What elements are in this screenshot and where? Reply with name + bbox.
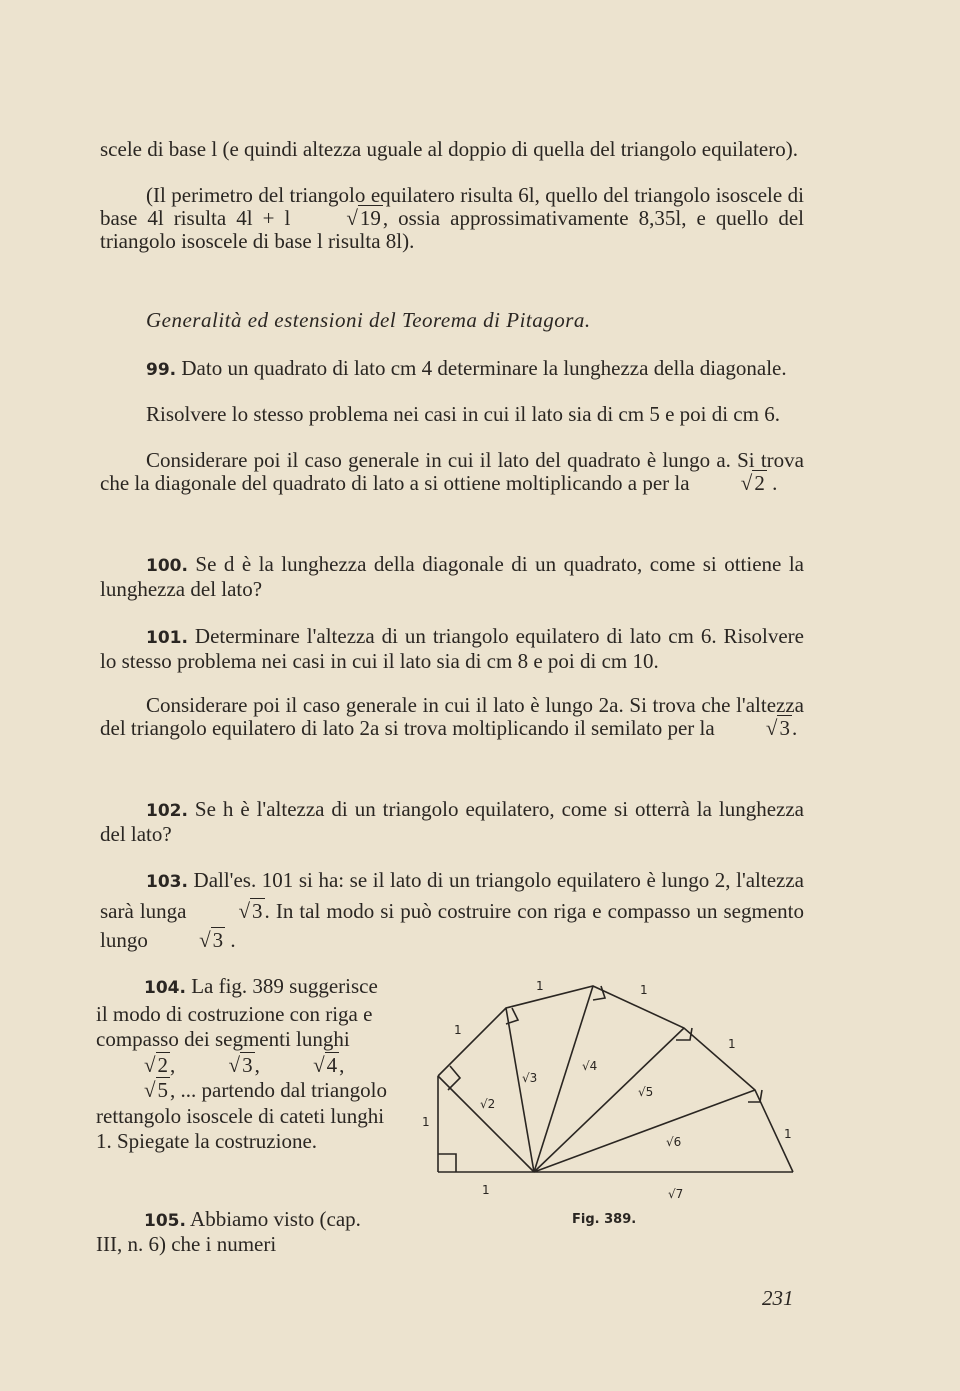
label-sqrt4: √4 xyxy=(582,1059,598,1073)
radicand: 3 xyxy=(212,928,224,952)
page-number: 231 xyxy=(762,1286,794,1310)
exercise-text: . xyxy=(766,471,778,495)
exercise-number: 104. xyxy=(144,978,186,998)
exercise-text: Abbiamo visto (cap. III, n. 6) che i numeri xyxy=(96,1207,361,1256)
text-line: , ossia approssimativamente 8,35l, e quello del triangolo isoscele di base l risulta 8l). xyxy=(100,206,804,253)
label-sqrt5: √5 xyxy=(638,1085,654,1099)
exercise-number: 100. xyxy=(146,556,188,576)
sqrt-symbol: √2 xyxy=(740,471,765,495)
separator: , xyxy=(254,1052,266,1077)
sqrt-symbol: √3 xyxy=(765,716,790,740)
label-sqrt7: √7 xyxy=(668,1187,684,1201)
label-1-side: 1 xyxy=(454,1023,462,1037)
paragraph-top-continuation xyxy=(100,138,804,161)
exercise-text: . xyxy=(225,928,236,952)
exercise-101 xyxy=(100,625,804,673)
label-1-right-b: 1 xyxy=(784,1127,792,1141)
label-sqrt2: √2 xyxy=(480,1097,496,1111)
figure-caption: Fig. 389. xyxy=(572,1212,637,1227)
radicand: 2 xyxy=(754,471,765,495)
exercise-text: Risolvere lo stesso problema nei casi in cui il lato sia di cm 5 e poi di cm 6. xyxy=(146,402,780,426)
label-sqrt3: √3 xyxy=(522,1071,538,1085)
paragraph-perimeter xyxy=(100,184,804,253)
sqrt-symbol: √3 xyxy=(228,1052,253,1077)
radicand: 3 xyxy=(252,899,263,923)
exercise-number: 103. xyxy=(146,872,188,892)
radicand: 19 xyxy=(359,206,381,230)
label-1-bottom: 1 xyxy=(482,1183,490,1197)
exercise-100 xyxy=(100,553,804,601)
exercise-104 xyxy=(96,974,388,1155)
radicand: 5 xyxy=(157,1078,169,1102)
radicand: 3 xyxy=(779,716,790,740)
exercise-number: 101. xyxy=(146,628,188,648)
sqrt-symbol: √2 xyxy=(144,1052,169,1077)
exercise-number: 102. xyxy=(146,801,188,821)
sqrt-symbol: √5 xyxy=(144,1078,169,1102)
exercise-99-p3 xyxy=(100,449,804,495)
exercise-text: . In tal modo si può costruire con riga e compasso un segmento lungo xyxy=(100,899,804,952)
exercise-number: 99. xyxy=(146,360,177,380)
exercise-99-p2 xyxy=(100,403,804,426)
separator: , xyxy=(170,1052,181,1077)
radicand: 4 xyxy=(326,1052,338,1077)
exercise-text: Considerare poi il caso generale in cui il lato è lungo 2a. Si trova che l'altezza del triangolo equilatero di lato 2a si trova moltiplicando il semilato per la xyxy=(100,693,804,740)
exercise-text: Determinare l'altezza di un triangolo equilatero di lato cm 6. Risolvere lo stesso problema nei casi in cui il lato sia di cm 8 e poi di cm 10. xyxy=(100,624,804,673)
radicand: 2 xyxy=(157,1052,169,1077)
separator: , xyxy=(339,1052,345,1077)
exercise-text: . xyxy=(791,716,798,740)
exercise-number: 105. xyxy=(144,1211,186,1231)
exercise-text: Se h è l'altezza di un triangolo equilatero, come si otterrà la lunghezza del lato? xyxy=(100,797,804,846)
exercise-text: Se d è la lunghezza della diagonale di un quadrato, come si ottiene la lunghezza del lato? xyxy=(100,552,804,601)
sqrt-symbol: √3 xyxy=(238,899,263,923)
exercise-99 xyxy=(100,357,804,382)
sqrt-symbol: √19 xyxy=(346,206,381,230)
exercise-101-p2 xyxy=(100,694,804,740)
label-1-right-a: 1 xyxy=(728,1037,736,1051)
sqrt-symbol: √4 xyxy=(313,1052,338,1077)
exercise-105 xyxy=(96,1208,388,1256)
exercise-text: Considerare poi il caso generale in cui il lato del quadrato è lungo a. Si trova che la diagonale del quadrato di lato a si ottiene moltiplicando a per la xyxy=(100,448,804,495)
exercise-text: Dato un quadrato di lato cm 4 determinare la lunghezza della diagonale. xyxy=(176,356,787,380)
exercise-text: , ... partendo dal triangolo rettangolo isoscele di cateti lunghi 1. Spiegate la costruzione. xyxy=(96,1078,387,1153)
exercise-102 xyxy=(100,798,804,846)
text-line: (Il perimetro del triangolo equilatero risulta 6l, quello del triangolo isoscele di base 4l risulta 4l + l xyxy=(100,183,804,230)
figure-389-diagram xyxy=(418,976,808,1206)
label-1-left: 1 xyxy=(422,1115,430,1129)
sqrt-symbol: √3 xyxy=(199,928,224,952)
section-title: Generalità ed estensioni del Teorema di Pitagora. xyxy=(146,308,591,332)
radicand: 3 xyxy=(242,1052,253,1077)
figure-389 xyxy=(418,976,808,1210)
text-line: scele di base l (e quindi altezza uguale al doppio di quella del triangolo equilatero). xyxy=(100,137,798,161)
label-1-top-a: 1 xyxy=(536,979,544,993)
label-1-top-b: 1 xyxy=(640,983,648,997)
exercise-text: Dall'es. 101 si ha: se il lato di un triangolo equilatero è lungo 2, l'altezza sarà lunga xyxy=(100,868,804,923)
exercise-text: La fig. 389 suggerisce il modo di costruzione con riga e compasso dei segmenti lunghi xyxy=(96,974,378,1051)
label-sqrt6: √6 xyxy=(666,1135,682,1149)
exercise-103 xyxy=(100,866,804,955)
